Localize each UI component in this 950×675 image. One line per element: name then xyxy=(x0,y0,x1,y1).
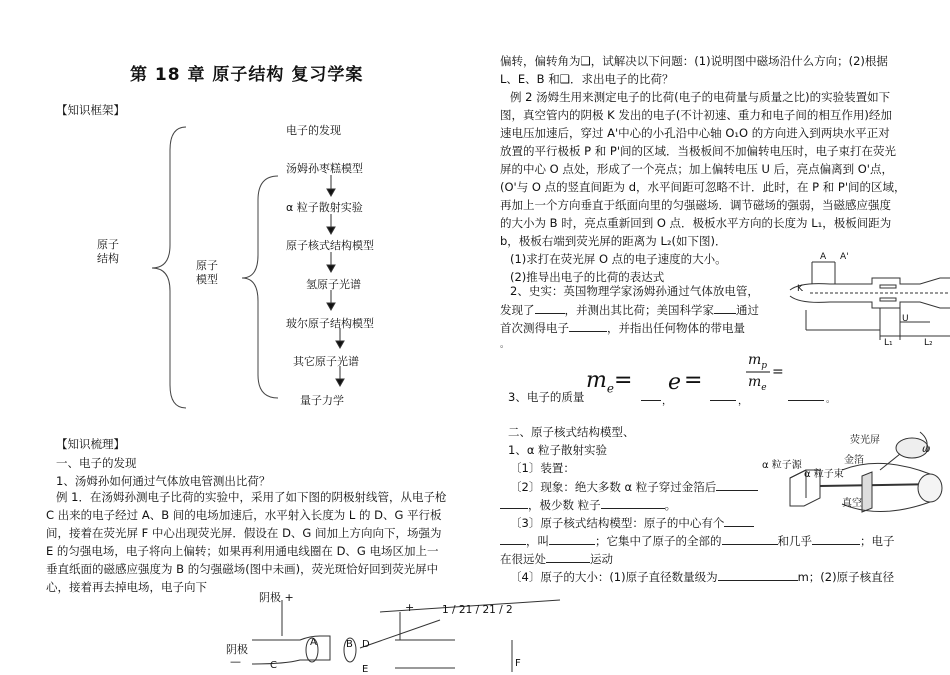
fig-minus-label: — xyxy=(230,655,241,668)
node-chain-0: 汤姆孙枣糕模型 xyxy=(286,162,363,175)
example-2-sub-2: (2)推导出电子的比荷的表达式 xyxy=(510,270,665,284)
alpha-fig-foil: 金箔 xyxy=(844,455,864,466)
example-2-line-8: 的大小为 B 时，亮点重新回到 O 点．极板水平方向的长度为 L₁，极板间距为 xyxy=(500,216,892,230)
page-number: 1 / 21 / 21 / 2 xyxy=(442,604,513,616)
alpha-item-6: ，叫 ；它集中了原子的全部的 和几乎 ；电子 xyxy=(500,532,895,549)
page-title: 第 18 章 原子结构 复习学案 xyxy=(130,65,364,85)
end-dot: 。 xyxy=(826,395,836,405)
alpha-item-3: 〔2〕现象：绝大多数 α 粒子穿过金箔后 xyxy=(510,478,758,495)
example-2-line-1: 例 2 汤姆生用来测定电子的比荷(电子的电荷量与质量之比)的实验装置如下 xyxy=(510,90,891,104)
tube-U-label: U xyxy=(902,314,909,324)
example-1-line-6: 心，接着再去掉电场，电子向下 xyxy=(46,580,207,594)
fig-anode-label: 阴极 + xyxy=(259,591,294,604)
example-2-line-2: 图，真空管内的阴极 K 发出的电子(不计初速、重力和电子间的相互作用)经加 xyxy=(500,108,892,122)
section-2-title: 二、原子核式结构模型、 xyxy=(508,425,635,439)
fig-cathode-label: 阴极 xyxy=(226,643,248,656)
example-2-sub-1: (1)求打在荧光屏 O 点的电子速度的大小。 xyxy=(510,252,727,266)
example-1-line-4: E 的匀强电场，电子将向上偏转；如果再利用通电线圈在 D、G 电场区加上一 xyxy=(46,544,439,558)
history-line-3: 首次测得电子 ，并指出任何物体的带电量 xyxy=(500,321,745,335)
continuation-line-1: 偏转，偏转角为❑，试解决以下问题：(1)说明图中磁场沿什么方向；(2)根据 xyxy=(500,54,888,68)
node-chain-3: 氢原子光谱 xyxy=(306,278,361,291)
fig-C-label: C xyxy=(270,660,277,671)
example-2-line-7: 再加上一个方向垂直于纸面向里的匀强磁场．调节磁场的强弱，当磁感应强度 xyxy=(500,198,891,212)
question-1: 1、汤姆孙如何通过气体放电管测出比荷？ xyxy=(56,474,271,488)
alpha-fig-vacuum: 真空 xyxy=(842,498,862,509)
framework-heading: 【知识框架】 xyxy=(56,103,125,117)
example-2-line-3: 速电压加速后，穿过 A'中心的小孔沿中心轴 O₁O 的方向进入到两块水平正对 xyxy=(500,126,890,140)
alpha-item-8: 〔4〕原子的大小：(1)原子直径数量级为 m；(2)原子核直径 xyxy=(510,570,895,584)
fig-B-label: B xyxy=(346,639,353,650)
continuation-line-2: L、E、B 和❑．求出电子的比荷？ xyxy=(500,72,674,86)
electron-mass-label: 3、电子的质量 xyxy=(508,390,585,404)
alpha-item-2: 〔1〕装置： xyxy=(510,461,575,475)
fig-plus-label: + xyxy=(405,601,415,614)
tube-L1-label: L₁ xyxy=(884,338,893,348)
alpha-item-7: 在很远处 运动 xyxy=(500,552,613,566)
eq-sign-1: = xyxy=(614,368,633,393)
example-2-line-6: (O'与 O 点的竖直间距为 d，水平间距可忽略不计．此时，在 P 和 P'间的区域， xyxy=(500,180,906,194)
section-1-title: 一、电子的发现 xyxy=(56,456,137,470)
mp-symbol: $m_p$ xyxy=(748,352,768,371)
alpha-item-1: 1、α 粒子散射实验 xyxy=(508,443,608,457)
node-chain-6: 量子力学 xyxy=(300,394,344,407)
me-denominator: $m_e$ xyxy=(748,374,767,393)
root-label-1: 原子 xyxy=(97,238,119,251)
fig-A-label: A xyxy=(310,637,317,648)
example-2-line-4: 放置的平行极板 P 和 P'间的区域．当极板间不加偏转电压时，电子束打在荧光 xyxy=(500,144,896,158)
alpha-fig-omega: ω xyxy=(922,444,931,455)
node-chain-4: 玻尔原子结构模型 xyxy=(286,317,374,330)
node-discovery: 电子的发现 xyxy=(286,124,341,137)
history-dot: 。 xyxy=(500,340,510,350)
tube-L2-label: L₂ xyxy=(924,338,933,348)
sub-label-2: 模型 xyxy=(196,273,218,286)
sep-2: ， xyxy=(738,396,748,407)
root-label-2: 结构 xyxy=(97,252,119,265)
me-symbol: $m_e$ xyxy=(586,368,614,396)
alpha-item-5: 〔3〕原子核式结构模型：原子的中心有个 xyxy=(510,514,754,531)
node-chain-1: α 粒子散射实验 xyxy=(286,201,363,214)
example-1-line-1: 例 1．在汤姆孙测电子比荷的实验中，采用了如下图的阴极射线管，从电子枪 xyxy=(56,490,447,504)
example-2-line-5: 屏的中心 O 点处，形成了一个亮点；加上偏转电压 U 后，亮点偏离到 O'点， xyxy=(500,162,893,176)
fig-E-label: E xyxy=(362,664,369,675)
alpha-fig-screen: 荧光屏 xyxy=(850,435,880,446)
history-line-1: 2、史实：英国物理学家汤姆孙通过气体放电管， xyxy=(510,284,759,298)
example-1-line-5: 垂直纸面的磁感应强度为 B 的匀强磁场(图中未画)，荧光斑恰好回到荧光屏中 xyxy=(46,562,439,576)
eq-sign-3: = xyxy=(772,364,784,380)
fig-F-label: F xyxy=(515,658,521,669)
review-heading: 【知识梳理】 xyxy=(56,437,125,451)
alpha-fig-source: α 粒子源 xyxy=(762,460,802,471)
fig-D-label: D xyxy=(362,639,370,650)
node-chain-5: 其它原子光谱 xyxy=(293,355,359,368)
tube-A-label: A xyxy=(820,252,827,262)
tube-Aprime-label: A' xyxy=(840,252,849,262)
example-2-line-9: b，极板右端到荧光屏的距离为 L₂(如下图)． xyxy=(500,234,727,248)
history-line-2: 发现了 ，并测出其比荷；美国科学家 通过 xyxy=(500,303,759,317)
example-1-line-2: C 出来的电子经过 A、B 间的电场加速后，水平射入长度为 L 的 D、G 平行板 xyxy=(46,508,442,522)
alpha-fig-beam: α 粒子束 xyxy=(804,469,844,480)
alpha-item-4: ，极少数 粒子 。 xyxy=(500,496,676,513)
e-symbol: e xyxy=(668,370,682,395)
tube-K-label: K xyxy=(797,284,803,294)
eq-sign-2: = xyxy=(684,368,703,393)
node-chain-2: 原子核式结构模型 xyxy=(286,239,374,252)
sub-label-1: 原子 xyxy=(196,259,218,272)
sep-1: ， xyxy=(662,396,672,407)
example-1-line-3: 间，接着在荧光屏 F 中心出现荧光屏．假设在 D、G 间加上方向向下，场强为 xyxy=(46,526,442,540)
